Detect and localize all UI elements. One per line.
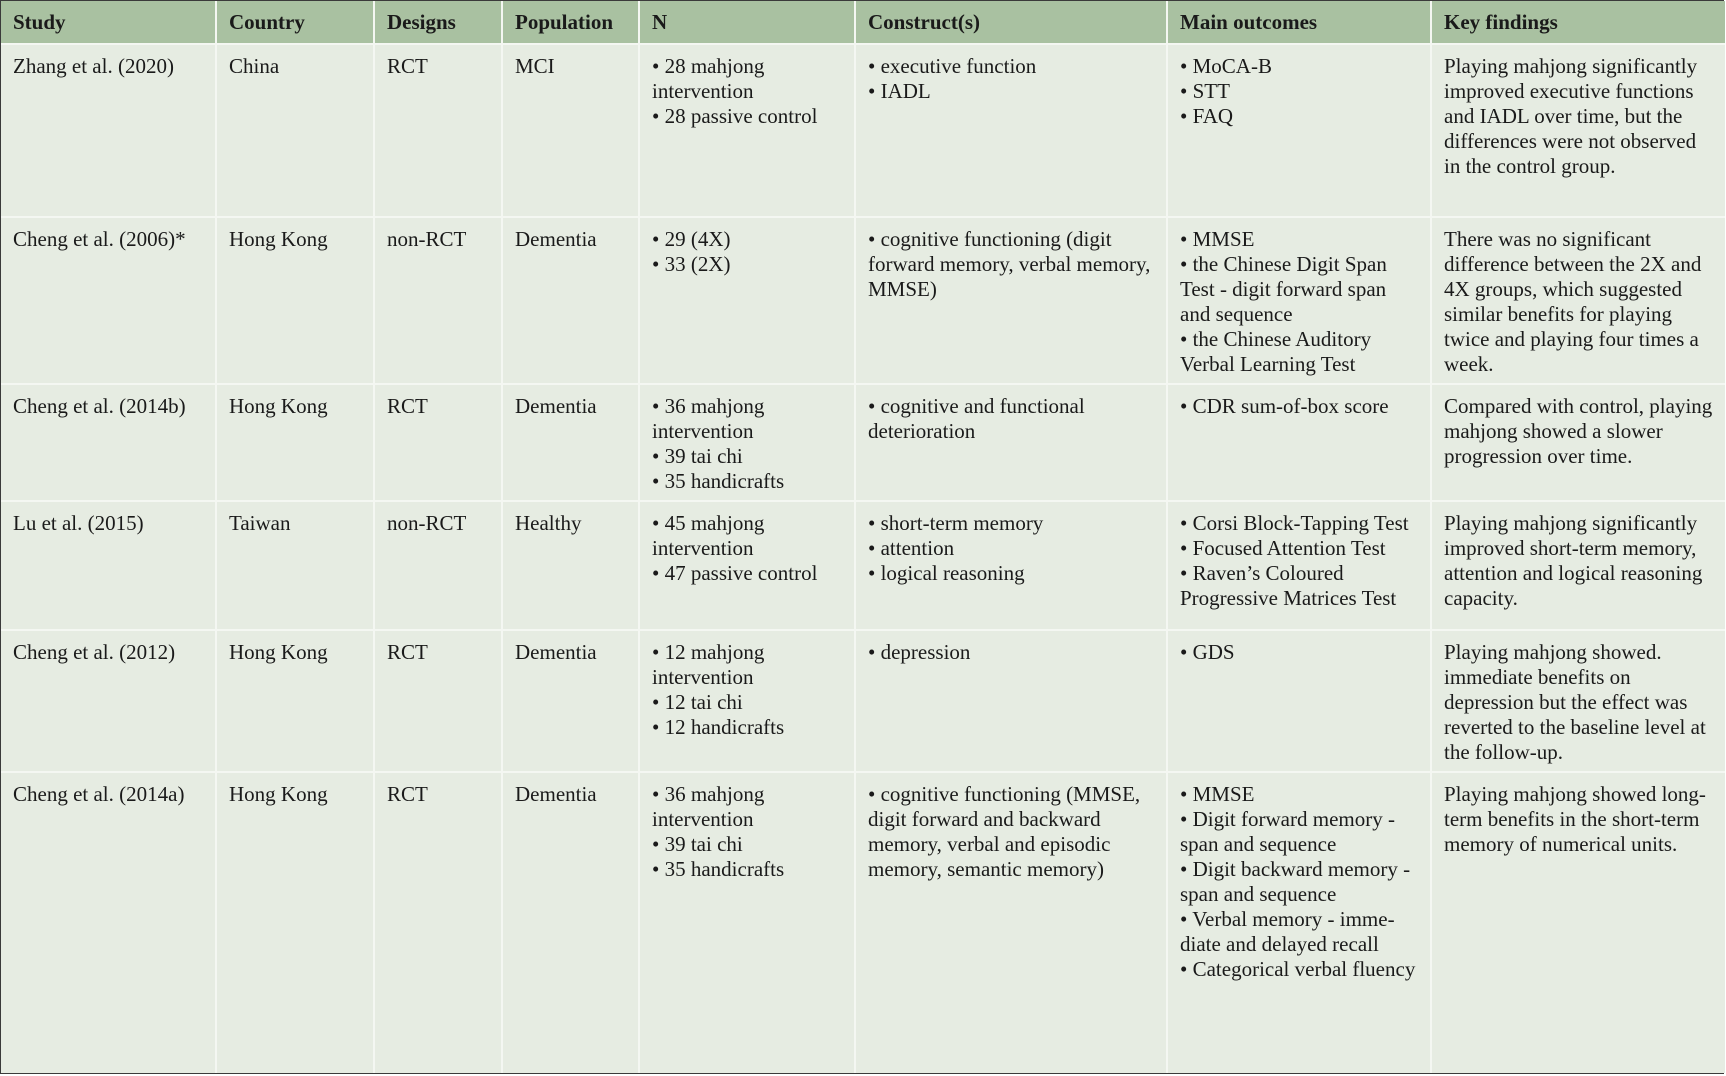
cell-country: Taiwan xyxy=(216,501,374,630)
outcome-item: • Focused Attention Test xyxy=(1180,536,1386,560)
outcome-item: • MoCA-B xyxy=(1180,54,1272,78)
cell-study: Cheng et al. (2014a) xyxy=(1,772,216,1073)
table-row xyxy=(1,384,1725,501)
cell-population: Healthy xyxy=(502,501,639,630)
cell-n xyxy=(639,44,855,217)
n-item: • 28 passive control xyxy=(652,104,818,128)
header-key-findings: Key findings xyxy=(1431,1,1725,44)
cell-outcomes xyxy=(1167,217,1431,384)
cell-n xyxy=(639,772,855,1073)
cell-findings: Playing mahjong significantly improved short-term memory, attention and logical reasoning capacity. xyxy=(1431,501,1725,630)
n-item: • 12 handicrafts xyxy=(652,715,785,739)
cell-population: Dementia xyxy=(502,217,639,384)
outcome-item: • Digit forward memory - span and sequence xyxy=(1180,807,1395,856)
outcome-item: • the Chinese Digit Span Test - digit forward span and sequence xyxy=(1180,252,1387,326)
cell-findings: Playing mahjong showed long-term benefits in the short-term memory of numerical units. xyxy=(1431,772,1725,1073)
header-study: Study xyxy=(1,1,216,44)
cell-constructs xyxy=(855,384,1167,501)
cell-country: Hong Kong xyxy=(216,217,374,384)
construct-item: • cognitive functioning (MMSE, digit forward and backward memory, verbal and episodic memory, semantic memory) xyxy=(868,782,1141,881)
n-item: • 28 mahjong intervention xyxy=(652,54,765,103)
n-item: • 47 passive control xyxy=(652,561,818,585)
n-item: • 35 handicrafts xyxy=(652,469,785,493)
cell-design: RCT xyxy=(374,384,502,501)
table-header-row xyxy=(1,1,1725,44)
header-main-outcomes: Main outcomes xyxy=(1167,1,1431,44)
cell-findings: Compared with control, playing mahjong showed a slower progression over time. xyxy=(1431,384,1725,501)
studies-table xyxy=(1,1,1725,1073)
construct-item: • attention xyxy=(868,536,955,560)
outcome-item: • STT xyxy=(1180,79,1230,103)
n-item: • 36 mahjong intervention xyxy=(652,394,765,443)
cell-constructs xyxy=(855,630,1167,772)
n-item: • 39 tai chi xyxy=(652,444,743,468)
outcome-item: • Categorical verbal fluency xyxy=(1180,957,1416,981)
outcome-item: • Digit backward memory - span and sequence xyxy=(1180,857,1411,906)
table-row xyxy=(1,217,1725,384)
header-population: Population xyxy=(502,1,639,44)
construct-item: • cognitive and functional deterioration xyxy=(868,394,1085,443)
cell-country: China xyxy=(216,44,374,217)
n-item: • 45 mahjong intervention xyxy=(652,511,765,560)
cell-study: Lu et al. (2015) xyxy=(1,501,216,630)
outcome-item: • the Chinese Auditory Verbal Learning Test xyxy=(1180,327,1372,376)
cell-population: Dementia xyxy=(502,630,639,772)
construct-item: • depression xyxy=(868,640,971,664)
cell-outcomes xyxy=(1167,772,1431,1073)
cell-findings: There was no significant difference between the 2X and 4X groups, which suggested similar benefits for playing twice and playing four times a week. xyxy=(1431,217,1725,384)
cell-population: Dementia xyxy=(502,772,639,1073)
n-item: • 39 tai chi xyxy=(652,832,743,856)
cell-country: Hong Kong xyxy=(216,384,374,501)
cell-study: Cheng et al. (2014b) xyxy=(1,384,216,501)
cell-findings: Playing mahjong significantly improved executive functions and IADL over time, but the differences were not observed in the control group. xyxy=(1431,44,1725,217)
construct-item: • cognitive functioning (digit forward memory, verbal memory, MMSE) xyxy=(868,227,1151,301)
cell-population: Dementia xyxy=(502,384,639,501)
header-constructs: Construct(s) xyxy=(855,1,1167,44)
cell-outcomes xyxy=(1167,501,1431,630)
cell-n xyxy=(639,630,855,772)
cell-design: RCT xyxy=(374,772,502,1073)
cell-country: Hong Kong xyxy=(216,630,374,772)
n-item: • 12 mahjong intervention xyxy=(652,640,765,689)
cell-n xyxy=(639,501,855,630)
cell-n xyxy=(639,217,855,384)
construct-item: • IADL xyxy=(868,79,931,103)
header-n: N xyxy=(639,1,855,44)
table-row xyxy=(1,44,1725,217)
n-item: • 29 (4X) xyxy=(652,227,731,251)
outcome-item: • MMSE xyxy=(1180,782,1255,806)
outcome-item: • FAQ xyxy=(1180,104,1234,128)
cell-design: RCT xyxy=(374,630,502,772)
cell-n xyxy=(639,384,855,501)
cell-outcomes xyxy=(1167,630,1431,772)
cell-findings: Playing mahjong showed. immediate benefits on depression but the effect was reverted to the baseline level at the follow-up. xyxy=(1431,630,1725,772)
cell-outcomes xyxy=(1167,384,1431,501)
outcome-item: • CDR sum-of-box score xyxy=(1180,394,1389,418)
cell-design: non-RCT xyxy=(374,501,502,630)
cell-design: non-RCT xyxy=(374,217,502,384)
n-item: • 36 mahjong intervention xyxy=(652,782,765,831)
outcome-item: • GDS xyxy=(1180,640,1235,664)
cell-study: Cheng et al. (2006)* xyxy=(1,217,216,384)
construct-item: • executive function xyxy=(868,54,1037,78)
cell-constructs xyxy=(855,217,1167,384)
cell-outcomes xyxy=(1167,44,1431,217)
table-row xyxy=(1,501,1725,630)
n-item: • 12 tai chi xyxy=(652,690,743,714)
cell-design: RCT xyxy=(374,44,502,217)
table-row xyxy=(1,772,1725,1073)
construct-item: • logical reasoning xyxy=(868,561,1025,585)
cell-country: Hong Kong xyxy=(216,772,374,1073)
outcome-item: • Verbal memory - immediate and delayed recall xyxy=(1180,907,1395,956)
cell-population: MCI xyxy=(502,44,639,217)
cell-constructs xyxy=(855,501,1167,630)
outcome-item: • MMSE xyxy=(1180,227,1255,251)
cell-constructs xyxy=(855,772,1167,1073)
n-item: • 35 handicrafts xyxy=(652,857,785,881)
construct-item: • short-term memory xyxy=(868,511,1044,535)
header-country: Country xyxy=(216,1,374,44)
cell-study: Zhang et al. (2020) xyxy=(1,44,216,217)
outcome-item: • Raven’s Coloured Progressive Matrices Test xyxy=(1180,561,1397,610)
cell-constructs xyxy=(855,44,1167,217)
n-item: • 33 (2X) xyxy=(652,252,731,276)
header-designs: Designs xyxy=(374,1,502,44)
outcome-item: • Corsi Block-Tapping Test xyxy=(1180,511,1409,535)
cell-study: Cheng et al. (2012) xyxy=(1,630,216,772)
table-row xyxy=(1,630,1725,772)
